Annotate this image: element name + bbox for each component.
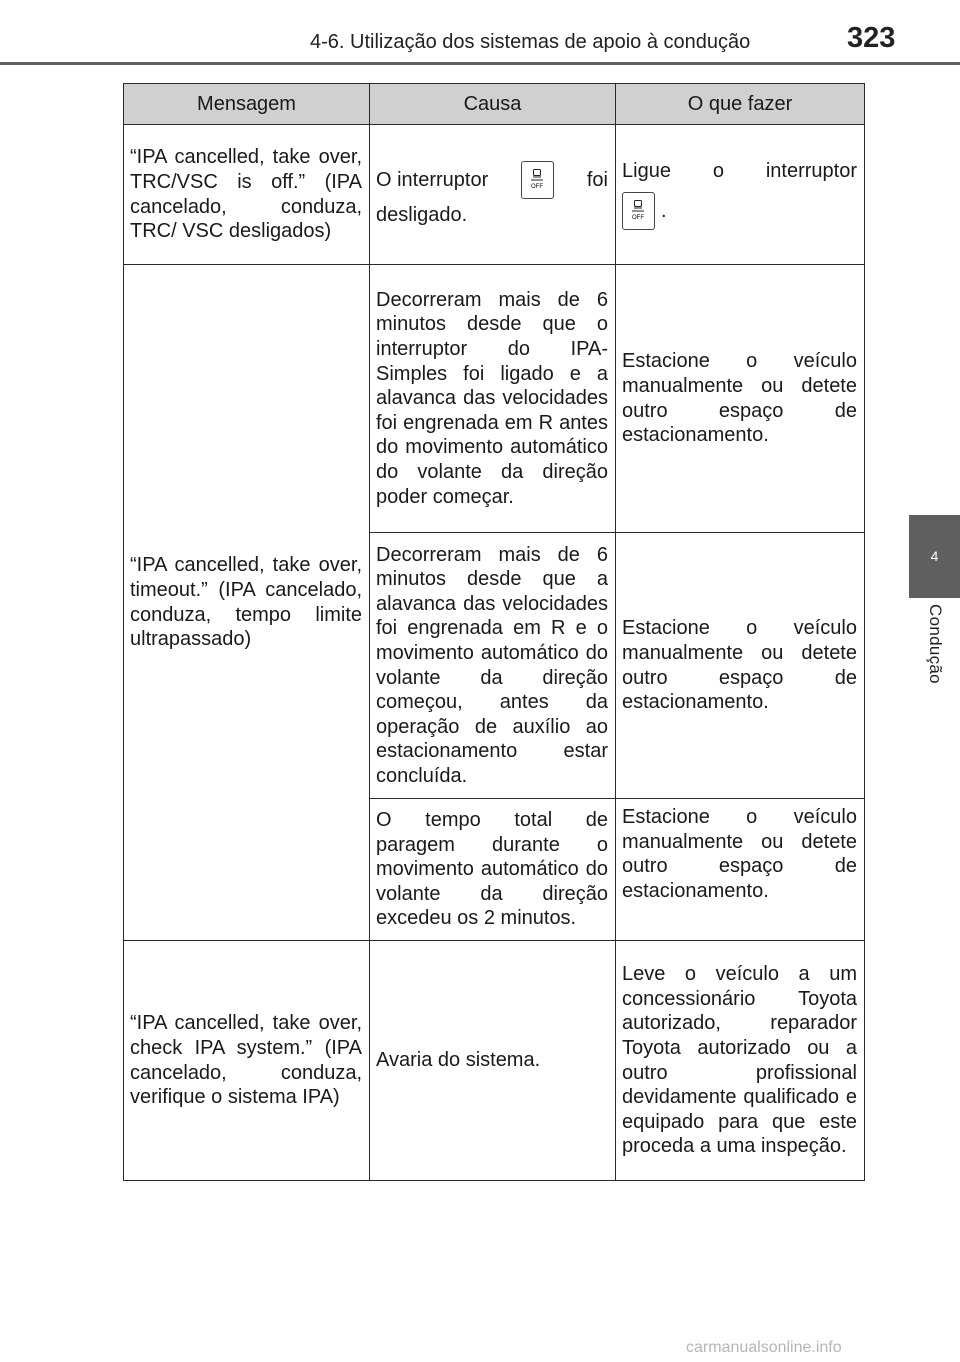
svg-text:OFF: OFF (632, 214, 644, 220)
column-header-cause: Causa (370, 84, 616, 125)
table-header-row (124, 84, 865, 125)
cause-text-mid: foi (586, 168, 608, 191)
section-title: 4-6. Utilização dos sistemas de apoio à condução (310, 31, 751, 53)
action-cell: Estacione o veículo manualmente ou detete outro espaço de estacionamento. (616, 533, 865, 799)
action-cell: Estacione o veículo manualmente ou detete outro espaço de estacionamento. (616, 265, 865, 533)
cause-text-start: O interruptor (376, 168, 489, 191)
table-row (124, 941, 865, 1181)
svg-text:OFF: OFF (531, 184, 544, 190)
action-text-end: . (661, 199, 667, 222)
cause-cell: Decorreram mais de 6 minutos desde que a alavanca das velocidades foi engrenada em R e o movimento automático do volante da direção começou, antes da operação de auxílio ao estacionamento estar concluída. (370, 533, 616, 799)
cause-text-end: desligado. (376, 204, 468, 227)
cause-cell: Decorreram mais de 6 minutos desde que o interruptor do IPA-Simples foi ligado e a alavanca das velocidades foi engrenada em R antes do movimento automático do volante da direção poder começar. (370, 265, 616, 533)
table-row (124, 265, 865, 533)
column-header-message: Mensagem (124, 84, 370, 125)
cause-cell (370, 125, 616, 265)
message-cell: “IPA cancelled, take over, TRC/VSC is off.” (IPA cancelado, conduza, TRC/ VSC desligados) (124, 125, 370, 265)
action-cell: Estacione o veículo manualmente ou detete outro espaço de estacionamento. (616, 799, 865, 941)
message-cell: “IPA cancelled, take over, timeout.” (IPA cancelado, conduza, tempo limite ultrapassado) (124, 265, 370, 941)
message-table (123, 83, 865, 1181)
action-cell: Leve o veículo a um concessionário Toyota autorizado, reparador Toyota autorizado ou a outro profissional devidamente qualificado e equipado para que este proceda a uma inspeção. (616, 941, 865, 1181)
chapter-label: Condução (926, 604, 945, 684)
ipa-off-switch-icon (521, 161, 554, 199)
chapter-tab: 4 (909, 515, 960, 598)
cause-cell: O tempo total de paragem durante o movimento automático do volante da direção excedeu os 2 minutos. (370, 799, 616, 941)
table-row (124, 125, 865, 265)
page-number: 323 (847, 22, 896, 54)
watermark: carmanualsonline.info (686, 1339, 842, 1356)
cause-cell: Avaria do sistema. (370, 941, 616, 1181)
ipa-off-switch-icon (622, 192, 655, 230)
action-text-start: Ligue o interruptor (622, 160, 857, 183)
action-cell (616, 125, 865, 265)
message-cell: “IPA cancelled, take over, check IPA system.” (IPA cancelado, conduza, verifique o sistema IPA) (124, 941, 370, 1181)
column-header-action: O que fazer (616, 84, 865, 125)
header-divider (0, 62, 960, 65)
